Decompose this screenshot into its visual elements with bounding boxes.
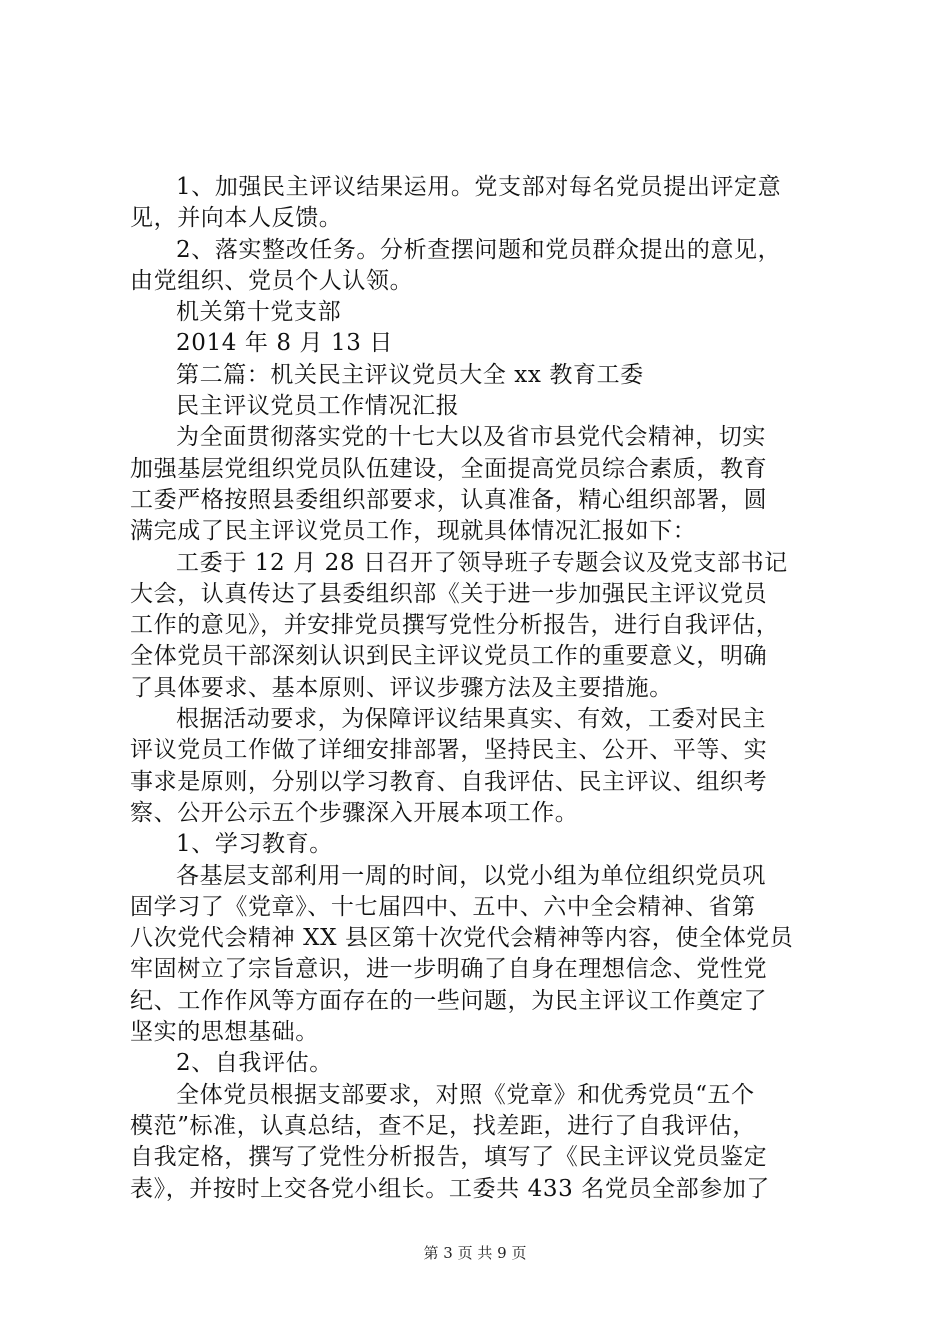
text-line: 民主评议党员工作情况汇报 [176,393,460,420]
text-line: 自我定格，撰写了党性分析报告，填写了《民主评议党员鉴定 [130,1144,768,1171]
page-footer [0,1243,950,1263]
page-number-label: 第 3 页 共 9 页 [423,1244,527,1262]
text-line: 为全面贯彻落实党的十七大以及省市县党代会精神，切实 [176,424,766,451]
text-line: 大会，认真传达了县委组织部《关于进一步加强民主评议党员 [130,580,768,607]
text-line: 评议党员工作做了详细安排部署，坚持民主、公开、平等、实 [130,737,768,764]
text-line: 纪、工作作风等方面存在的一些问题，为民主评议工作奠定了 [130,987,768,1014]
text-line: 全体党员根据支部要求，对照《党章》和优秀党员“五个 [176,1081,755,1108]
text-line: 机关第十党支部 [176,299,342,326]
text-line: 工作的意见》，并安排党员撰写党性分析报告，进行自我评估， [130,612,780,639]
text-line: 工委严格按照县委组织部要求，认真准备，精心组织部署，圆 [130,486,768,513]
text-line: 八次党代会精神 XX 县区第十次党代会精神等内容，使全体党员 [130,925,794,952]
text-line: 2、落实整改任务。分析查摆问题和党员群众提出的意见， [176,236,782,263]
text-line: 察、公开公示五个步骤深入开展本项工作。 [130,799,579,826]
text-line: 全体党员干部深刻认识到民主评议党员工作的重要意义，明确 [130,643,768,670]
text-line: 各基层支部利用一周的时间，以党小组为单位组织党员巩 [176,862,766,889]
text-line: 牢固树立了宗旨意识，进一步明确了自身在理想信念、党性党 [130,956,768,983]
text-line: 表》，并按时上交各党小组长。工委共 433 名党员全部参加了 [130,1175,771,1202]
document-body [130,172,830,1205]
text-line: 由党组织、党员个人认领。 [130,267,414,294]
text-line: 第二篇：机关民主评议党员大全 xx 教育工委 [176,361,644,388]
text-line: 1、学习教育。 [176,831,333,858]
text-line: 2014 年 8 月 13 日 [176,330,393,357]
text-line: 见，并向本人反馈。 [130,205,343,232]
text-line: 2、自我评估。 [176,1050,333,1077]
text-line: 1、加强民主评议结果运用。党支部对每名党员提出评定意 [176,174,782,200]
text-line: 坚实的思想基础。 [130,1019,319,1046]
text-line: 工委于 12 月 28 日召开了领导班子专题会议及党支部书记 [176,549,788,576]
text-line: 固学习了《党章》、十七届四中、五中、六中全会精神、省第 [130,893,756,920]
text-line: 加强基层党组织党员队伍建设，全面提高党员综合素质，教育 [130,455,768,482]
text-line: 事求是原则，分别以学习教育、自我评估、民主评议、组织考 [130,768,768,795]
text-line: 了具体要求、基本原则、评议步骤方法及主要措施。 [130,674,673,701]
text-line: 根据活动要求，为保障评议结果真实、有效，工委对民主 [176,706,766,733]
text-line: 模范”标准，认真总结，查不足，找差距，进行了自我评估， [130,1112,756,1139]
text-line: 满完成了民主评议党员工作，现就具体情况汇报如下： [130,518,697,545]
